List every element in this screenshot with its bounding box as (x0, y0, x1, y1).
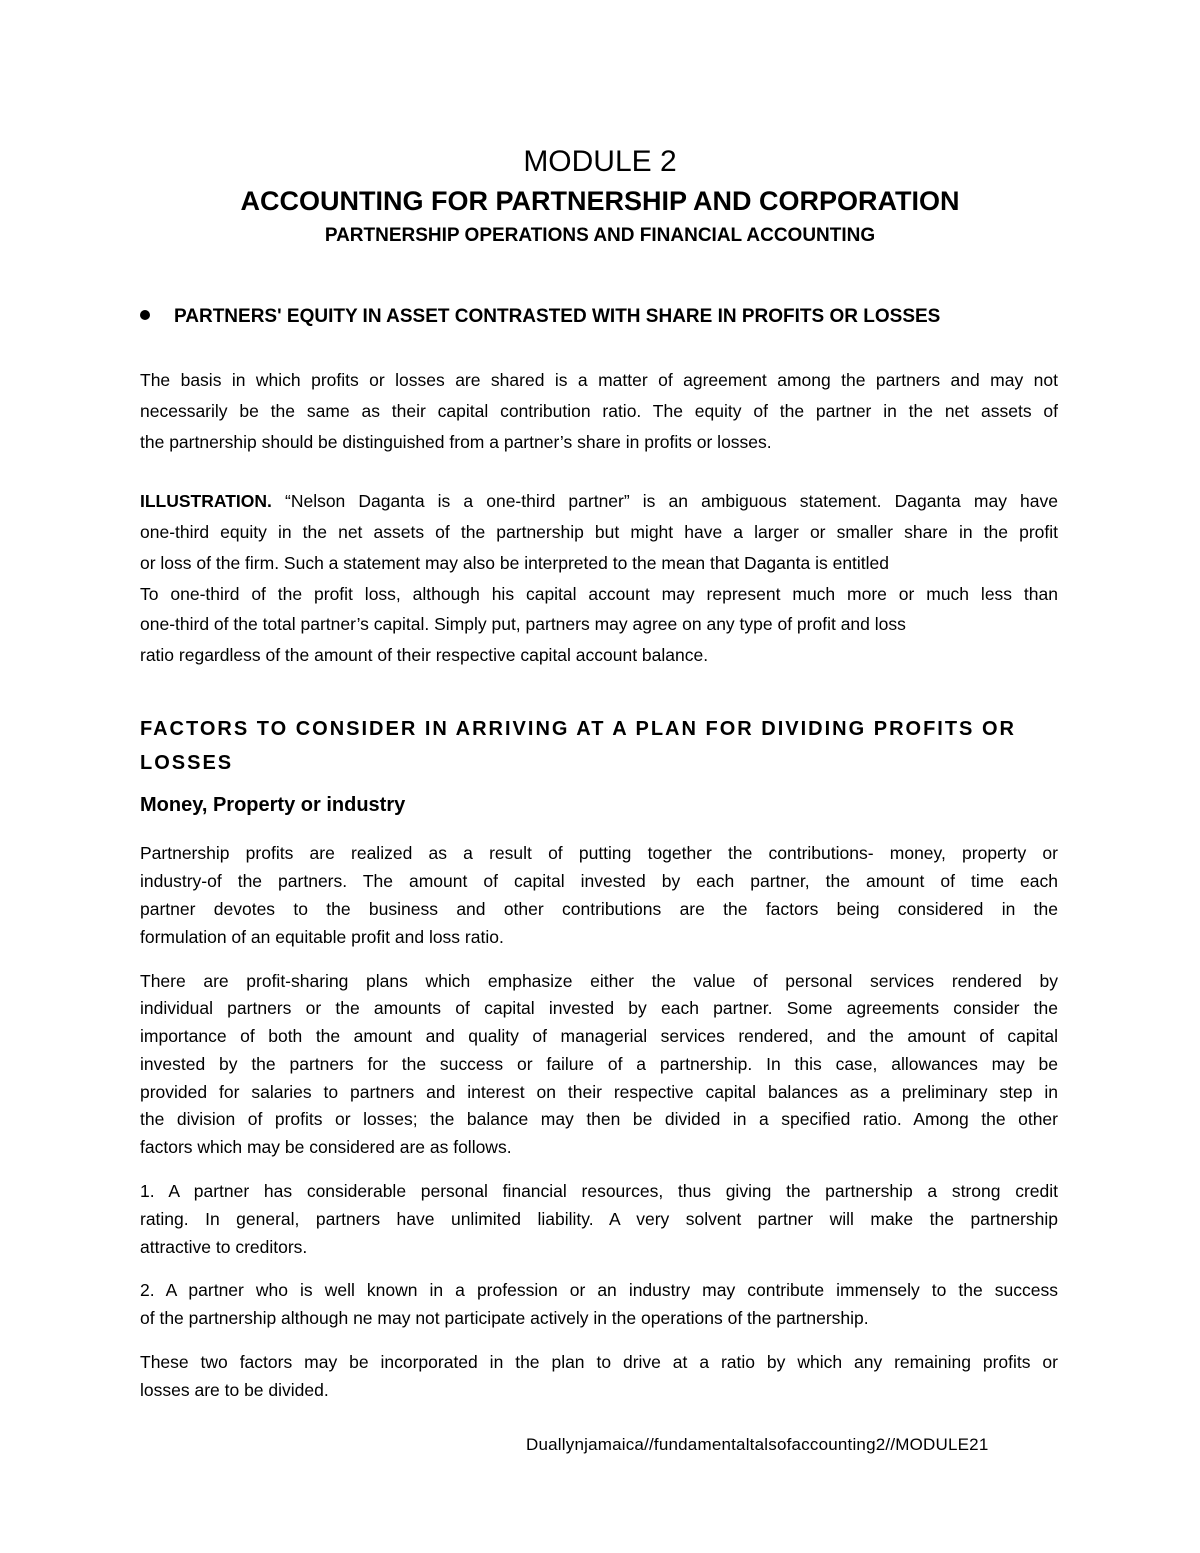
subsection-heading: Money, Property or industry (140, 794, 406, 816)
paragraph-line: the division of profits or losses; the balance may then be divided in a specified ratio. Among the other (140, 1109, 1058, 1129)
paragraph-line: industry-of the partners. The amount of capital invested by each partner, the amount of time each (140, 871, 1058, 891)
paragraph-line: invested by the partners for the success or failure of a partnership. In this case, allowances may be (140, 1054, 1058, 1074)
paragraph-line: formulation of an equitable profit and loss ratio. (140, 927, 504, 947)
paragraph-line: partner devotes to the business and other contributions are the factors being considered in the (140, 899, 1058, 919)
section-heading: FACTORS TO CONSIDER IN ARRIVING AT A PLAN FOR DIVIDING PROFITS OR (140, 718, 1016, 740)
bullet-icon (140, 310, 150, 320)
paragraph-line: factors which may be considered are as follows. (140, 1137, 512, 1157)
course-subtitle: PARTNERSHIP OPERATIONS AND FINANCIAL ACCOUNTING (324, 225, 876, 246)
list-item: attractive to creditors. (140, 1237, 308, 1257)
section-heading: LOSSES (140, 752, 234, 774)
illustration-line: one-third of the total partner’s capital. Simply put, partners may agree on any type of profit and loss (140, 614, 906, 634)
paragraph-line: There are profit-sharing plans which emphasize either the value of personal services rendered by (140, 971, 1058, 991)
list-item: 2. A partner who is well known in a profession or an industry may contribute immensely to the success (140, 1280, 1058, 1300)
bullet-heading (140, 306, 1080, 328)
paragraph-line: Partnership profits are realized as a result of putting together the contributions- money, property or (140, 843, 1058, 863)
paragraph-line: the partnership should be distinguished from a partner’s share in profits or losses. (140, 432, 772, 452)
paragraph-line: necessarily be the same as their capital contribution ratio. The equity of the partner in the net assets of (140, 401, 1058, 421)
list-item: of the partnership although ne may not participate actively in the operations of the partnership. (140, 1308, 869, 1328)
illustration-line: one-third equity in the net assets of the partnership but might have a larger or smaller share in the profit (140, 522, 1058, 542)
illustration-line (140, 490, 1058, 512)
paragraph-line: provided for salaries to partners and interest on their respective capital balances as a preliminary step in (140, 1082, 1058, 1102)
module-number: MODULE 2 (523, 145, 677, 178)
paragraph-line: losses are to be divided. (140, 1380, 329, 1400)
paragraph-line: importance of both the amount and quality of managerial services rendered, and the amount of capital (140, 1026, 1058, 1046)
page-footer: Duallynjamaica//fundamentaltalsofaccounting2//MODULE21 (526, 1435, 989, 1454)
illustration-text: “Nelson Daganta is a one-third partner” is an ambiguous statement. Daganta may have (271, 491, 1058, 511)
paragraph-line: individual partners or the amounts of capital invested by each partner. Some agreements consider the (140, 998, 1058, 1018)
illustration-label: ILLUSTRATION. (140, 491, 272, 511)
course-title: ACCOUNTING FOR PARTNERSHIP AND CORPORATION (240, 186, 960, 216)
list-item: rating. In general, partners have unlimited liability. A very solvent partner will make the partnership (140, 1209, 1058, 1229)
illustration-line: or loss of the firm. Such a statement may also be interpreted to the mean that Daganta is entitled (140, 553, 890, 573)
illustration-line: To one-third of the profit loss, although his capital account may represent much more or much less than (140, 584, 1058, 604)
bullet-heading-text: PARTNERS' EQUITY IN ASSET CONTRASTED WITH SHARE IN PROFITS OR LOSSES (174, 306, 941, 327)
paragraph-line: These two factors may be incorporated in the plan to drive at a ratio by which any remaining profits or (140, 1352, 1058, 1372)
list-item: 1. A partner has considerable personal financial resources, thus giving the partnership a strong credit (140, 1181, 1058, 1201)
paragraph-line: The basis in which profits or losses are shared is a matter of agreement among the partners and may not (140, 370, 1058, 390)
illustration-line: ratio regardless of the amount of their respective capital account balance. (140, 645, 709, 665)
